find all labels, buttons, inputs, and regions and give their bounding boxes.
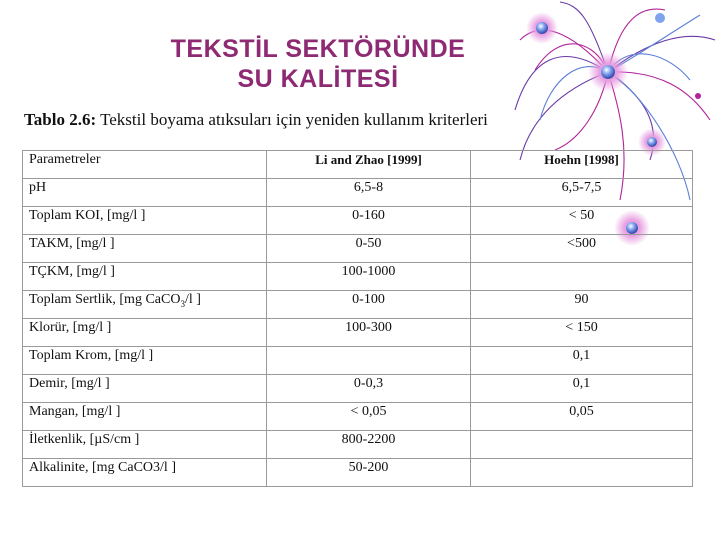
li-zhao-value: 0-160 — [267, 207, 471, 235]
hoehn-value — [471, 263, 693, 291]
table-row — [23, 403, 693, 431]
param-subscript: 3 — [180, 298, 185, 309]
li-zhao-value: 6,5-8 — [267, 179, 471, 207]
table-caption-label: Tablo 2.6: — [24, 110, 97, 129]
param-text-end: /l ] — [184, 292, 201, 307]
li-zhao-value — [267, 347, 471, 375]
header-parameters: Parametreler — [23, 151, 267, 179]
slide-title-line-2: SU KALİTESİ — [237, 65, 399, 93]
li-zhao-value: 0-0,3 — [267, 375, 471, 403]
header-li-and-zhao: Li and Zhao [1999] — [267, 151, 471, 179]
slide-title — [118, 34, 518, 94]
li-zhao-value: 50-200 — [267, 459, 471, 487]
param-cell — [23, 291, 267, 319]
li-zhao-value: < 0,05 — [267, 403, 471, 431]
table-row — [23, 291, 693, 319]
hoehn-value — [471, 431, 693, 459]
param-cell: Klorür, [mg/l ] — [23, 319, 267, 347]
param-cell: pH — [23, 179, 267, 207]
hoehn-value: <500 — [471, 235, 693, 263]
table-caption — [24, 110, 564, 130]
li-zhao-value: 0-50 — [267, 235, 471, 263]
param-cell: Mangan, [mg/l ] — [23, 403, 267, 431]
slide-title-line-1: TEKSTİL SEKTÖRÜNDE — [170, 35, 466, 63]
table-row — [23, 319, 693, 347]
li-zhao-value: 100-1000 — [267, 263, 471, 291]
hoehn-value: < 150 — [471, 319, 693, 347]
param-cell: Alkalinite, [mg CaCO3/l ] — [23, 459, 267, 487]
li-zhao-value: 100-300 — [267, 319, 471, 347]
table-row — [23, 431, 693, 459]
table-row — [23, 347, 693, 375]
table-caption-text: Tekstil boyama atıksuları için yeniden kullanım kriterleri — [96, 110, 488, 129]
table-row — [23, 235, 693, 263]
table-row — [23, 179, 693, 207]
hoehn-value — [471, 459, 693, 487]
param-cell: Demir, [mg/l ] — [23, 375, 267, 403]
param-cell: TAKM, [mg/l ] — [23, 235, 267, 263]
header-hoehn: Hoehn [1998] — [471, 151, 693, 179]
hoehn-value: 90 — [471, 291, 693, 319]
li-zhao-value: 0-100 — [267, 291, 471, 319]
param-cell: Toplam KOI, [mg/l ] — [23, 207, 267, 235]
table-row — [23, 263, 693, 291]
hoehn-value: 0,1 — [471, 347, 693, 375]
reuse-criteria-table — [22, 150, 693, 487]
li-zhao-value: 800-2200 — [267, 431, 471, 459]
hoehn-value: < 50 — [471, 207, 693, 235]
table-header-row — [23, 151, 693, 179]
param-cell: İletkenlik, [µS/cm ] — [23, 431, 267, 459]
hoehn-value: 0,05 — [471, 403, 693, 431]
hoehn-value: 6,5-7,5 — [471, 179, 693, 207]
hoehn-value: 0,1 — [471, 375, 693, 403]
table-row — [23, 207, 693, 235]
table-row — [23, 459, 693, 487]
param-text: Toplam Sertlik, [mg CaCO — [29, 292, 181, 307]
param-cell: TÇKM, [mg/l ] — [23, 263, 267, 291]
table-row — [23, 375, 693, 403]
param-cell: Toplam Krom, [mg/l ] — [23, 347, 267, 375]
